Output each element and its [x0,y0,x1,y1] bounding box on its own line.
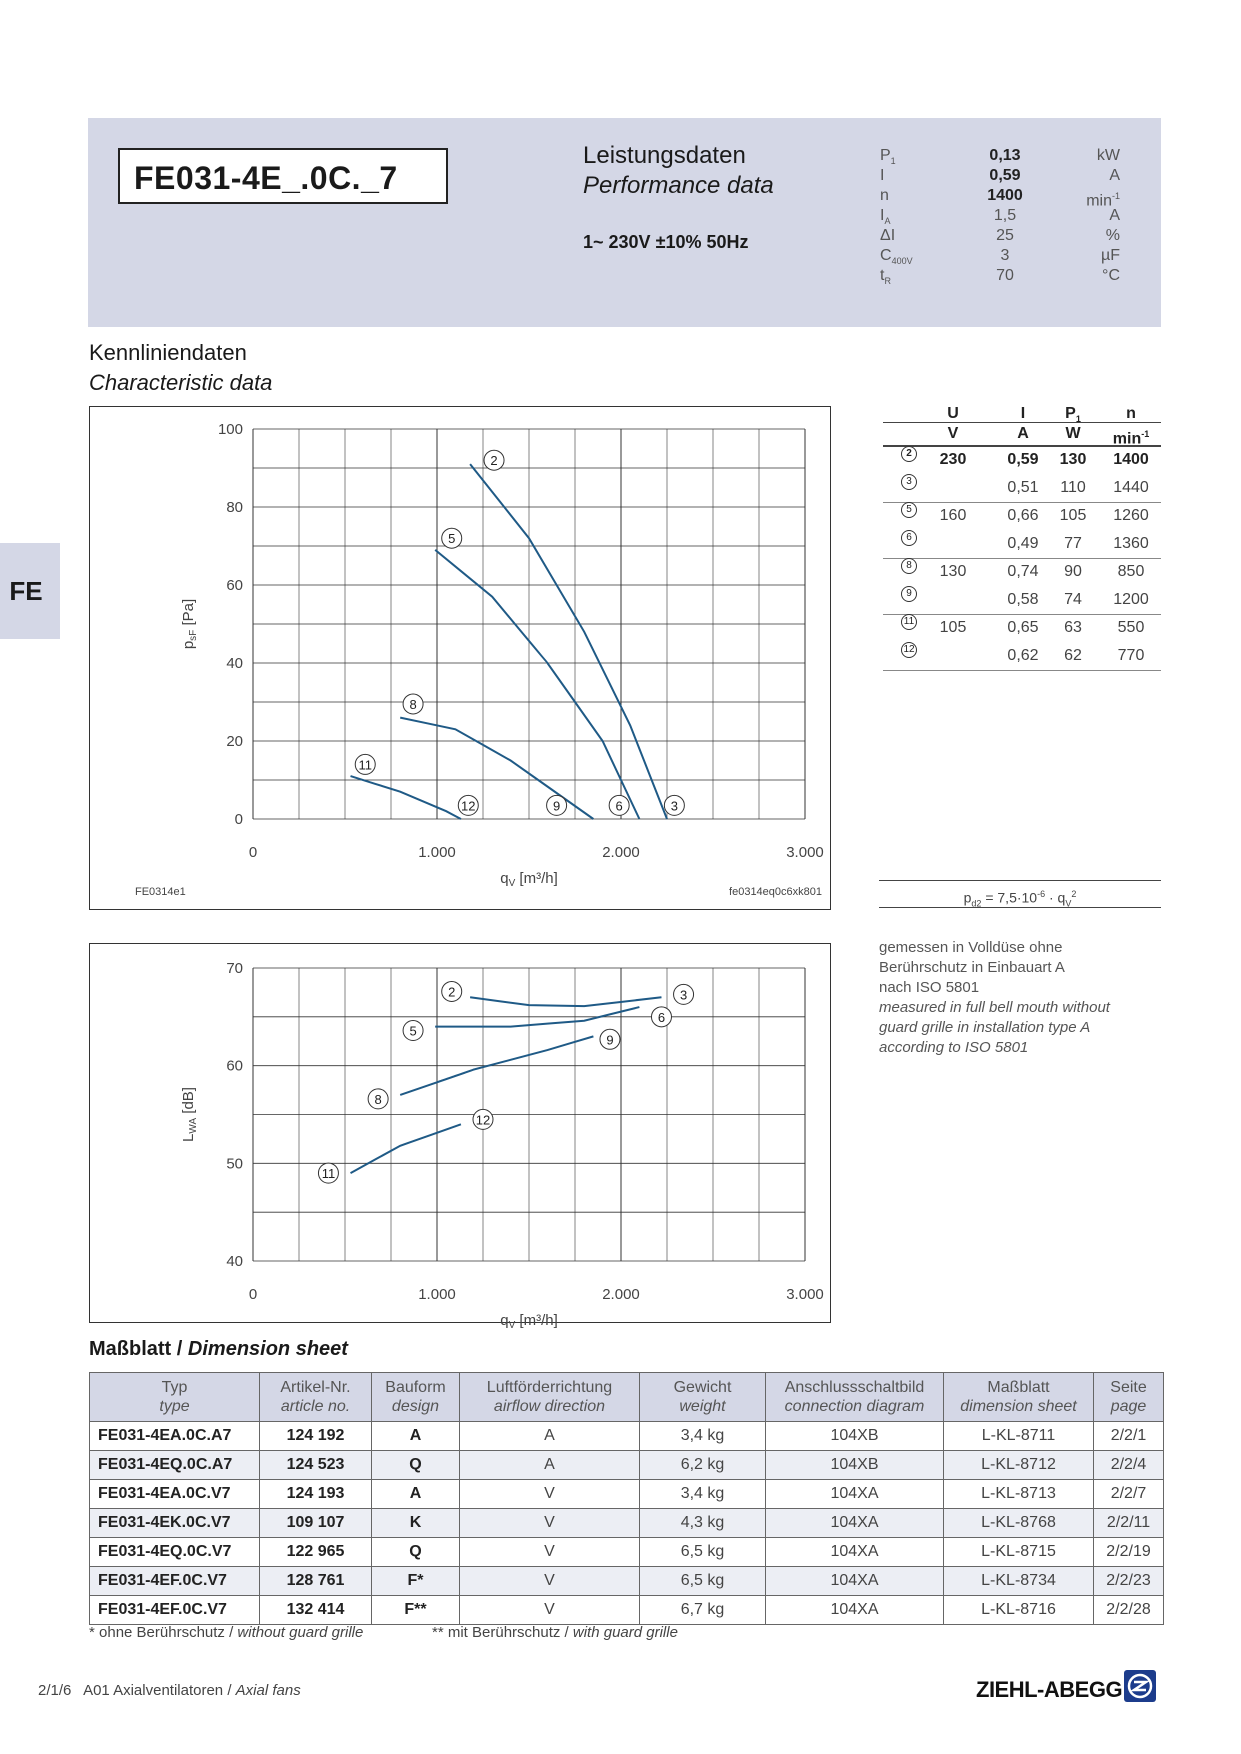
dim-cell: L-KL-8734 [944,1567,1094,1596]
dim-cell: L-KL-8712 [944,1451,1094,1480]
dim-cell: 2/2/11 [1094,1509,1164,1538]
supply-voltage: 1~ 230V ±10% 50Hz [583,232,749,252]
dim-cell: 6,7 kg [640,1596,766,1625]
char-table-row [883,558,1161,586]
dim-table-row [90,1480,1164,1509]
spec-symbol: $t_R$ [880,267,891,287]
x-tick-label: 1.000 [418,1286,456,1303]
spec-value: 0,13 [989,147,1021,164]
y-tick-label: 40 [226,1253,243,1270]
char-cell-U: 130 [939,563,967,580]
series-curve-2-3 [470,997,661,1006]
y-tick-label: 50 [226,1155,243,1173]
y-tick-label: 40 [226,655,243,672]
perf-title-en: Performance data [583,172,774,199]
spec-row [880,266,1120,286]
dim-cell: K [372,1509,460,1538]
x-tick-label: 0 [248,1286,258,1303]
spec-unit: µF [1101,247,1120,264]
formula-line: $p_{d2} = 7,5\cdot 10^{-6} \cdot q_V^2$ [879,880,1161,908]
brand-emblem-icon [1124,1670,1156,1702]
dim-cell: 2/2/28 [1094,1596,1164,1625]
curve-marker-label: 8 [374,1091,382,1107]
y-tick-label: 60 [226,1057,243,1075]
curve-marker-label: 9 [606,1032,614,1048]
char-cell-n: 1440 [1113,479,1149,496]
spec-symbol: $C_{400V}$ [880,247,913,267]
spec-value: 70 [996,267,1014,284]
char-table-row [883,446,1161,474]
char-unit-1: A [1017,425,1029,442]
char-cell-P: 90 [1064,563,1082,580]
brand-logo-icon [1124,1670,1156,1702]
char-table-row [883,502,1161,530]
char-cell-I: 0,62 [1007,647,1039,664]
char-title-de: Kennliniendaten [89,340,247,365]
dim-cell: V [460,1567,640,1596]
x-tick-label: 2.000 [602,844,640,861]
char-cell-I: 0,58 [1007,591,1039,608]
dim-cell: FE031-4EA.0C.A7 [90,1422,260,1451]
dim-cell: 124 192 [260,1422,372,1451]
footer-section-de: A01 Axialventilatoren / [83,1682,236,1699]
x-tick-label: 2.000 [602,1286,640,1303]
note-en-1: measured in full bell mouth without [879,999,1110,1016]
dim-cell: A [460,1451,640,1480]
char-table-row [883,530,1161,559]
dim-cell: 132 414 [260,1596,372,1625]
y-axis-label: $p_{sF}$ [Pa] [180,598,199,650]
char-title-en: Characteristic data [89,370,273,395]
dim-table-header [90,1373,1164,1422]
dim-title [89,1338,348,1361]
curve-marker-label: 6 [615,798,623,814]
char-cell-n: 1400 [1113,451,1149,468]
curve-marker-label: 2 [448,984,456,1000]
char-cell-n: 770 [1117,647,1145,664]
dim-cell: 2/2/19 [1094,1538,1164,1567]
curve-marker-label: 5 [448,531,456,547]
spec-value: 1,5 [993,207,1017,224]
sound-chart-frame [89,943,831,1331]
dim-cell: V [460,1480,640,1509]
dim-cell: FE031-4EA.0C.V7 [90,1480,260,1509]
curve-marker-label: 6 [657,1009,666,1025]
dim-table-body [90,1422,1164,1625]
dim-cell: 3,4 kg [640,1480,766,1509]
dim-cell: 6,2 kg [640,1451,766,1480]
note-de-2: Berührschutz in Einbauart A [879,959,1065,976]
dim-cell: V [460,1538,640,1567]
footnote-1-en: without guard grille [237,1624,364,1641]
dim-cell: 104XB [766,1451,944,1480]
curve-marker-label: 5 [409,1023,417,1039]
dim-cell: L-KL-8768 [944,1509,1094,1538]
spec-row [880,186,1120,210]
dim-cell: L-KL-8716 [944,1596,1094,1625]
curve-marker-label: 3 [670,798,678,814]
series-curve-11 [351,776,461,819]
spec-unit: $\min^{-1}$ [1086,191,1120,210]
curve-marker: 8 [901,558,917,574]
perf-title-de: Leistungsdaten [583,142,746,169]
char-cell-U: 230 [939,451,967,468]
y-tick-label: 60 [226,577,243,594]
note-de-1: gemessen in Volldüse ohne [879,939,1063,956]
note-de-3: nach ISO 5801 [879,979,980,996]
dim-cell: 122 965 [260,1538,372,1567]
dim-cell: F** [372,1596,460,1625]
dim-cell: 104XA [766,1480,944,1509]
char-cell-n: 1200 [1113,591,1149,608]
curve-marker-label: 12 [475,1112,491,1128]
dim-table-row [90,1451,1164,1480]
spec-row [880,246,1120,266]
dim-cell: FE031-4EQ.0C.A7 [90,1451,260,1480]
spec-unit: kW [1096,147,1120,164]
char-cell-I: 0,51 [1007,479,1039,496]
spec-row [880,206,1120,226]
spec-symbol: n [880,187,889,204]
dim-cell: 109 107 [260,1509,372,1538]
footnote-2-de: ** mit Berührschutz / [432,1624,573,1641]
char-cell-U: 160 [939,507,967,524]
dim-cell: FE031-4EK.0C.V7 [90,1509,260,1538]
spec-symbol: $I_A$ [880,207,891,227]
dim-cell: V [460,1596,640,1625]
curve-marker: 2 [901,446,917,462]
dim-cell: L-KL-8713 [944,1480,1094,1509]
char-header-1: I [1020,405,1026,422]
brand-logo: ZIEHL-ABEGG [976,1677,1123,1702]
char-cell-n: 850 [1117,563,1145,580]
dim-cell: FE031-4EQ.0C.V7 [90,1538,260,1567]
chart-footnote-right: fe0314eq0c6xk801 [729,886,822,898]
dim-cell: 104XA [766,1567,944,1596]
spec-symbol: $P_1$ [880,147,896,167]
x-axis-label: $q_V$ [m³/h] [500,1312,558,1331]
dim-cell: 104XA [766,1509,944,1538]
page-number: 2/1/6 [38,1682,72,1699]
char-cell-I: 0,59 [1007,451,1039,468]
dim-cell: 2/2/7 [1094,1480,1164,1509]
spec-value: 25 [996,227,1014,244]
char-cell-I: 0,49 [1007,535,1039,552]
curve-marker: 12 [901,642,917,658]
char-unit-2: W [1065,425,1081,442]
x-axis-label: $q_V$ [m³/h] [500,870,558,889]
x-tick-label: 3.000 [786,844,824,861]
dim-col-header: Seite page [1094,1373,1164,1422]
footnote-1-de: * ohne Berührschutz / [89,1624,238,1641]
pressure-chart-frame [89,406,831,910]
char-cell-I: 0,66 [1007,507,1039,524]
dim-cell: 4,3 kg [640,1509,766,1538]
dim-col-header: Luftförderrichtung airflow direction [460,1373,640,1422]
char-cell-P: 63 [1064,619,1082,636]
x-tick-label: 3.000 [786,1286,824,1303]
char-unit-0: V [947,425,959,442]
x-tick-label: 0 [248,844,258,861]
dim-cell: 124 523 [260,1451,372,1480]
y-tick-label: 0 [234,811,243,828]
dim-cell: Q [372,1451,460,1480]
dim-cell: 104XB [766,1422,944,1451]
spec-value: 0,59 [989,167,1021,184]
x-tick-label: 1.000 [418,844,456,861]
curve-marker-label: 9 [552,798,561,814]
dim-cell: A [372,1480,460,1509]
y-tick-label: 80 [226,499,243,516]
char-cell-P: 130 [1059,451,1087,468]
char-header-3: n [1126,405,1136,422]
char-cell-P: 62 [1064,647,1082,664]
char-cell-P: 77 [1064,535,1082,552]
dim-table-row [90,1538,1164,1567]
spec-row [880,166,1120,186]
spec-row [880,226,1120,246]
dim-cell: 6,5 kg [640,1567,766,1596]
sound-chart [90,944,830,1331]
footnote-2 [432,1624,678,1641]
curve-marker: 11 [901,614,917,630]
curve-marker: 5 [901,502,917,518]
dim-col-header: Artikel-Nr. article no. [260,1373,372,1422]
chart-footnote-left: FE0314e1 [135,886,186,898]
char-header-2: $P_1$ [1065,405,1081,425]
dim-cell: L-KL-8715 [944,1538,1094,1567]
char-table-row [883,614,1161,642]
curve-marker: 6 [901,530,917,546]
section-tab: FE [0,543,60,639]
dim-cell: 124 193 [260,1480,372,1509]
curve-marker: 3 [901,474,917,490]
dim-cell: L-KL-8711 [944,1422,1094,1451]
footnote-1 [89,1624,363,1641]
dim-cell: A [460,1422,640,1451]
dim-cell: V [460,1509,640,1538]
dim-cell: 6,5 kg [640,1538,766,1567]
series-curve-11-12 [351,1124,461,1173]
dim-col-header: Anschlussschaltbild connection diagram [766,1373,944,1422]
dim-cell: 2/2/23 [1094,1567,1164,1596]
char-cell-n: 550 [1117,619,1145,636]
characteristic-table [883,400,1161,670]
dim-table-row [90,1422,1164,1451]
char-cell-P: 74 [1064,591,1082,608]
char-cell-P: 110 [1060,479,1086,496]
y-axis-label: $L_{WA}$ [dB] [180,1087,199,1142]
page-footer [38,1682,301,1699]
spec-unit: A [1109,207,1120,224]
curve-marker-label: 2 [490,453,498,469]
dim-cell: 128 761 [260,1567,372,1596]
dim-col-header: Bauform design [372,1373,460,1422]
curve-marker-label: 8 [409,696,417,712]
spec-value: 3 [1000,247,1010,264]
spec-unit: % [1105,227,1120,244]
spec-unit: °C [1102,267,1120,284]
dim-table-row [90,1567,1164,1596]
spec-unit: A [1109,167,1120,184]
dim-title-de: Maßblatt / [89,1338,183,1360]
footnote-2-en: with guard grille [572,1624,678,1641]
dim-cell: 2/2/1 [1094,1422,1164,1451]
dim-col-header: Maßblatt dimension sheet [944,1373,1094,1422]
dim-cell: 104XA [766,1538,944,1567]
char-cell-I: 0,74 [1007,563,1039,580]
char-cell-n: 1360 [1113,535,1149,552]
char-cell-P: 105 [1059,507,1087,524]
y-tick-label: 20 [226,733,243,750]
dim-cell: FE031-4EF.0C.V7 [90,1567,260,1596]
note-en-2: guard grille in installation type A [879,1019,1091,1036]
pressure-chart [90,407,830,909]
char-table-row [883,474,1161,503]
char-unit-3: $\min^{-1}$ [1112,429,1150,448]
char-table-units [883,422,1161,447]
spec-value: 1400 [987,187,1023,204]
dimension-table [89,1372,1164,1625]
curve-marker-label: 11 [321,1166,336,1182]
char-cell-n: 1260 [1113,507,1149,524]
dim-table-row [90,1596,1164,1625]
curve-marker-label: 12 [461,798,476,814]
char-table-row [883,642,1161,671]
measurement-note [879,938,1169,1058]
footer-section-en: Axial fans [235,1682,301,1699]
dim-cell: Q [372,1538,460,1567]
y-tick-label: 100 [217,421,243,438]
spec-symbol: I [880,167,885,184]
spec-row [880,146,1120,166]
dim-cell: A [372,1422,460,1451]
spec-symbol: ΔI [880,227,896,244]
dim-cell: 104XA [766,1596,944,1625]
dim-title-en: Dimension sheet [187,1338,348,1360]
curve-marker-label: 11 [358,757,372,773]
dim-col-header: Gewicht weight [640,1373,766,1422]
char-header-0: U [947,405,959,422]
dim-table-row [90,1509,1164,1538]
dim-col-header: Typ type [90,1373,260,1422]
y-tick-label: 70 [226,960,243,977]
series-curve-2 [470,464,667,819]
spec-list [880,146,1120,287]
curve-marker: 9 [901,586,917,602]
curve-marker-label: 3 [679,987,688,1003]
char-cell-I: 0,65 [1007,619,1039,636]
dim-cell: FE031-4EF.0C.V7 [90,1596,260,1625]
dim-cell: 3,4 kg [640,1422,766,1451]
char-table-row [883,586,1161,615]
note-en-3: according to ISO 5801 [879,1039,1029,1056]
dim-cell: F* [372,1567,460,1596]
char-cell-U: 105 [939,619,967,636]
model-title: FE031-4E_.0C._7 [118,148,448,204]
dim-cell: 2/2/4 [1094,1451,1164,1480]
